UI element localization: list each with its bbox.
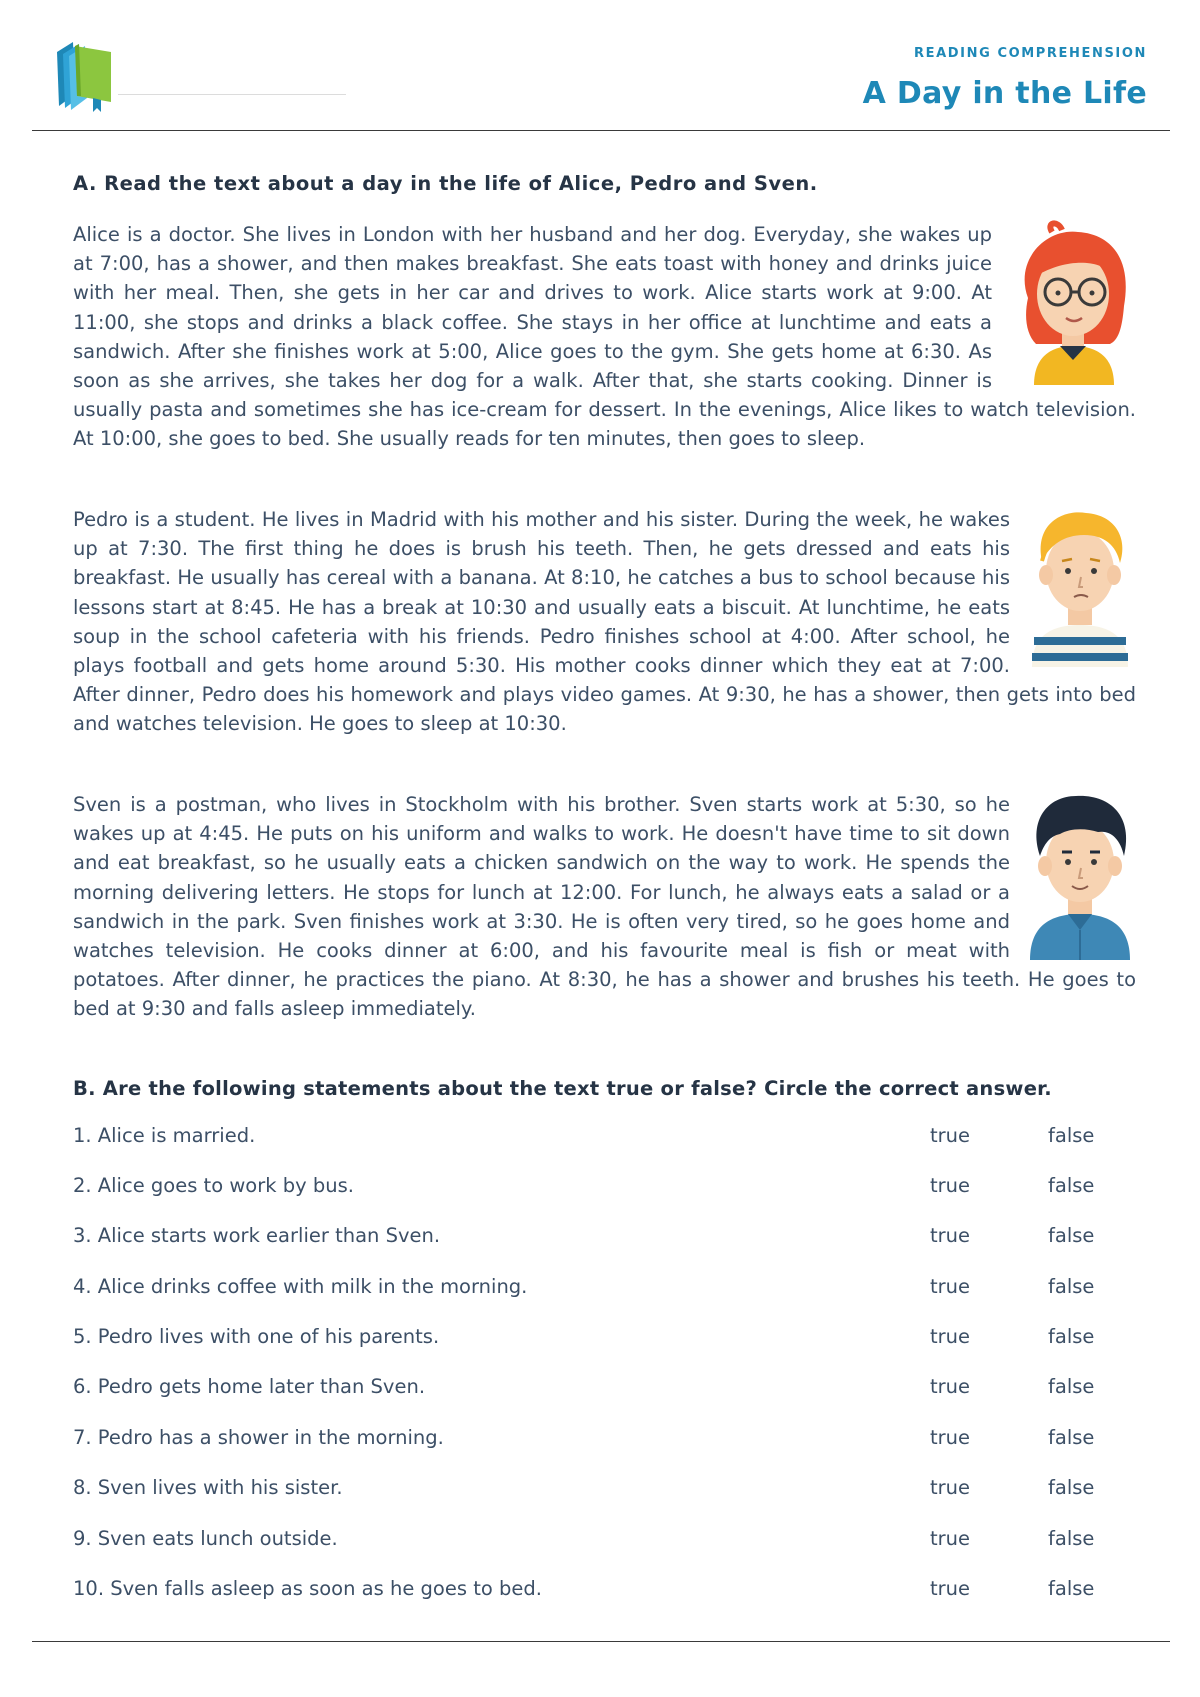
header-divider	[118, 94, 346, 95]
question-text: 7. Pedro has a shower in the morning.	[73, 1426, 444, 1449]
true-option[interactable]: true	[930, 1224, 971, 1247]
question-text: 6. Pedro gets home later than Sven.	[73, 1375, 426, 1398]
true-option[interactable]: true	[930, 1174, 971, 1197]
bottom-rule	[32, 1641, 1170, 1642]
question-row	[73, 1527, 1153, 1557]
pedro-avatar-icon	[1024, 505, 1136, 667]
false-option[interactable]: false	[1048, 1577, 1095, 1600]
false-option[interactable]: false	[1048, 1174, 1095, 1197]
question-text: 3. Alice starts work earlier than Sven.	[73, 1224, 441, 1247]
passage-sven-text: Sven is a postman, who lives in Stockholm with his brother. Sven starts work at 5:30, so he wakes up at 4:45. He puts on his uniform and walks to work. He doesn't have time to sit down and eat breakfast, so he usually eats a chicken sandwich on the way to work. He spends the morning delivering letters. He stops for lunch at 12:00. For lunch, he always eats a salad or a sandwich in the park. Sven finishes work at 3:30. He is often very tired, so he goes home and watches television. He cooks dinner at 6:00, and his favourite meal is fish or meat with potatoes. After dinner, he practices the piano. At 8:30, he has a shower and brushes his teeth. He goes to bed at 9:30 and falls asleep immediately.	[73, 793, 1136, 1021]
true-option[interactable]: true	[930, 1577, 971, 1600]
question-row	[73, 1426, 1153, 1456]
question-row	[73, 1174, 1153, 1204]
passage-pedro	[73, 505, 1136, 739]
false-option[interactable]: false	[1048, 1426, 1095, 1449]
passage-alice	[73, 220, 1136, 454]
false-option[interactable]: false	[1048, 1325, 1095, 1348]
page-kicker: READING COMPREHENSION	[914, 46, 1147, 61]
true-option[interactable]: true	[930, 1527, 971, 1550]
section-b-heading: B. Are the following statements about the text true or false? Circle the correct answer.	[73, 1077, 1052, 1100]
question-text: 2. Alice goes to work by bus.	[73, 1174, 354, 1197]
true-option[interactable]: true	[930, 1426, 971, 1449]
alice-avatar-icon	[1006, 220, 1136, 385]
question-row	[73, 1124, 1153, 1154]
book-logo-icon	[55, 38, 117, 112]
question-text: 10. Sven falls asleep as soon as he goes to bed.	[73, 1577, 542, 1600]
passage-alice-text: Alice is a doctor. She lives in London with her husband and her dog. Everyday, she wakes up at 7:00, has a shower, and then makes breakfast. She eats toast with honey and drinks juice with her meal. Then, she gets in her car and drives to work. Alice starts work at 9:00. At 11:00, she stops and drinks a black coffee. She stays in her office at lunchtime and eats a sandwich. After she finishes work at 5:00, Alice goes to the gym. She gets home at 6:30. As soon as she arrives, she takes her dog for a walk. After that, she starts cooking. Dinner is usually pasta and sometimes she has ice-cream for dessert. In the evenings, Alice likes to watch television. At 10:00, she goes to bed. She usually reads for ten minutes, then goes to sleep.	[73, 223, 1136, 451]
question-text: 1. Alice is married.	[73, 1124, 256, 1147]
true-option[interactable]: true	[930, 1375, 971, 1398]
section-a-heading: A. Read the text about a day in the life of Alice, Pedro and Sven.	[73, 172, 818, 195]
question-row	[73, 1476, 1153, 1506]
false-option[interactable]: false	[1048, 1275, 1095, 1298]
true-option[interactable]: true	[930, 1476, 971, 1499]
true-option[interactable]: true	[930, 1325, 971, 1348]
top-rule	[32, 130, 1170, 131]
question-text: 5. Pedro lives with one of his parents.	[73, 1325, 440, 1348]
passage-sven	[73, 790, 1136, 1024]
true-option[interactable]: true	[930, 1124, 971, 1147]
true-option[interactable]: true	[930, 1275, 971, 1298]
question-text: 9. Sven eats lunch outside.	[73, 1527, 338, 1550]
passage-pedro-text: Pedro is a student. He lives in Madrid with his mother and his sister. During the week, he wakes up at 7:30. The first thing he does is brush his teeth. Then, he gets dressed and eats his breakfast. He usually has cereal with a banana. At 8:10, he catches a bus to school because his lessons start at 8:45. He has a break at 10:30 and usually eats a biscuit. At lunchtime, he eats soup in the school cafeteria with his friends. Pedro finishes school at 4:00. After school, he plays football and gets home around 5:30. His mother cooks dinner which they eat at 7:00. After dinner, Pedro does his homework and plays video games. At 9:30, he has a shower, then gets into bed and watches television. He goes to sleep at 10:30.	[73, 508, 1136, 736]
question-row	[73, 1224, 1153, 1254]
false-option[interactable]: false	[1048, 1124, 1095, 1147]
false-option[interactable]: false	[1048, 1527, 1095, 1550]
page-title: A Day in the Life	[862, 76, 1147, 111]
question-row	[73, 1275, 1153, 1305]
false-option[interactable]: false	[1048, 1476, 1095, 1499]
question-text: 4. Alice drinks coffee with milk in the morning.	[73, 1275, 528, 1298]
false-option[interactable]: false	[1048, 1224, 1095, 1247]
false-option[interactable]: false	[1048, 1375, 1095, 1398]
question-row	[73, 1577, 1153, 1607]
question-row	[73, 1375, 1153, 1405]
sven-avatar-icon	[1024, 790, 1136, 960]
question-row	[73, 1325, 1153, 1355]
question-text: 8. Sven lives with his sister.	[73, 1476, 343, 1499]
